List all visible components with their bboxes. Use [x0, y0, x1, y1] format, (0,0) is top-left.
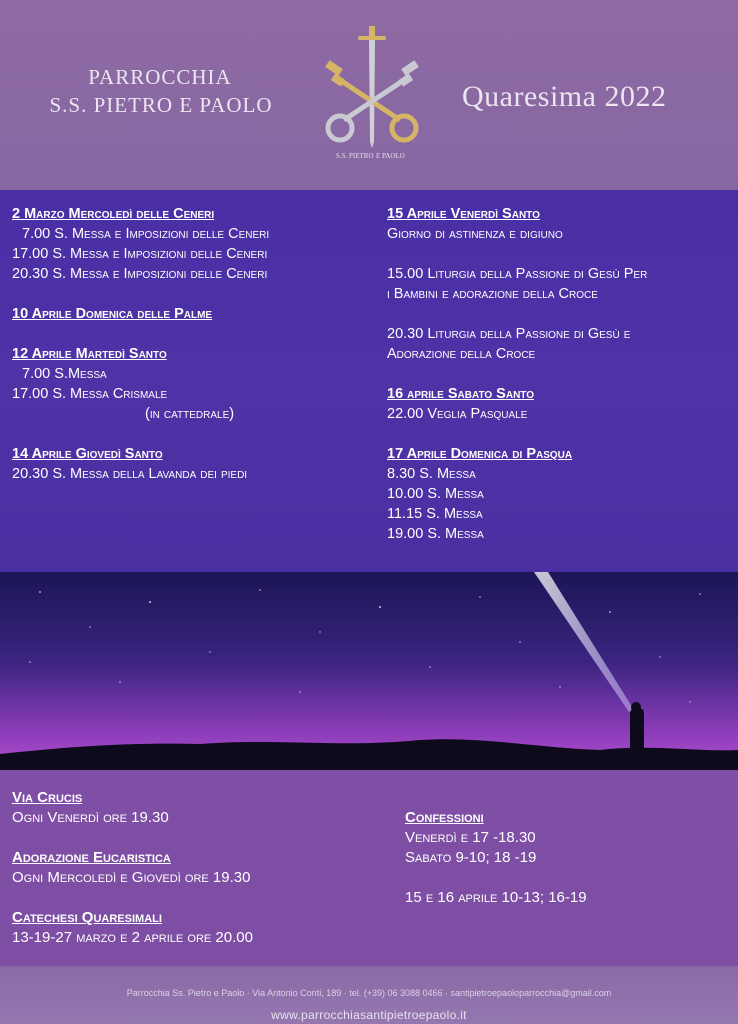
website-link[interactable]: www.parrocchiasantipietroepaolo.it: [271, 1008, 467, 1022]
section-heading: Via Crucis: [12, 789, 83, 806]
schedule-entry: 8.30 S. Messa: [387, 466, 476, 482]
section-heading: 16 aprile Sabato Santo: [387, 386, 535, 402]
spacer: [387, 364, 732, 384]
section-heading: Catechesi Quaresimali: [12, 909, 162, 926]
schedule-entry: 22.00 Veglia Pasquale: [387, 406, 528, 422]
footer: [0, 966, 738, 1024]
emblem-caption-right: E PAOLO: [376, 152, 405, 160]
schedule-entry: 15.00 Liturgia della Passione di Gesù Per: [387, 266, 648, 282]
spacer: [12, 324, 372, 344]
schedule-entry: 20.30 S. Messa della Lavanda dei piedi: [12, 466, 248, 482]
section-heading: 12 Aprile Martedì Santo: [12, 346, 167, 362]
schedule-entry: 15 e 16 aprile 10-13; 16-19: [405, 889, 587, 906]
schedule-entry: 7.00 S.Messa: [22, 366, 107, 382]
spacer: [387, 244, 732, 264]
parish-name-line1: PARROCCHIA: [88, 65, 232, 89]
confessions-section: [405, 808, 725, 908]
schedule-entry: 13-19-27 marzo e 2 aprile ore 20.00: [12, 929, 253, 946]
section-heading: Confessioni: [405, 809, 484, 826]
header-banner: [0, 0, 738, 190]
season-title: Quaresima 2022: [462, 80, 667, 113]
spacer: [405, 868, 725, 888]
night-sky-photo: [0, 572, 738, 770]
section-heading: 14 Aprile Giovedì Santo: [12, 446, 163, 462]
schedule-entry: 20.30 Liturgia della Passione di Gesù e: [387, 326, 631, 342]
weekly-events-left: [12, 788, 382, 948]
spacer: [12, 424, 372, 444]
section-heading: Adorazione Eucaristica: [12, 849, 171, 866]
section-heading: 2 Marzo Mercoledì delle Ceneri: [12, 206, 215, 222]
holy-week-schedule: [0, 190, 738, 572]
section-heading: 17 Aprile Domenica di Pasqua: [387, 446, 573, 462]
weekly-events-section: [0, 770, 738, 966]
section-heading: 10 Aprile Domenica delle Palme: [12, 306, 213, 322]
section-heading: 15 Aprile Venerdì Santo: [387, 206, 540, 222]
spacer: [12, 888, 382, 908]
schedule-entry: 17.00 S. Messa Crismale: [12, 386, 168, 402]
spacer: [12, 828, 382, 848]
schedule-entry: 19.00 S. Messa: [387, 526, 484, 542]
schedule-left-column: [12, 204, 372, 484]
schedule-entry: Venerdì e 17 -18.30: [405, 829, 536, 846]
schedule-entry: 17.00 S. Messa e Imposizioni delle Ceneri: [12, 246, 268, 262]
schedule-entry: Giorno di astinenza e digiuno: [387, 226, 563, 242]
schedule-entry: Adorazione della Croce: [387, 346, 536, 362]
spacer: [387, 304, 732, 324]
schedule-entry: i Bambini e adorazione della Croce: [387, 286, 598, 302]
emblem-caption-left: S.S. PIETRO: [336, 152, 374, 160]
parish-name-line2: S.S. PIETRO E PAOLO: [49, 93, 273, 117]
schedule-entry: 11.15 S. Messa: [387, 506, 483, 522]
spacer: [387, 424, 732, 444]
crossed-keys-and-sword-icon: [318, 22, 426, 164]
schedule-right-column: [387, 204, 732, 544]
schedule-entry: 10.00 S. Messa: [387, 486, 484, 502]
schedule-entry: 7.00 S. Messa e Imposizioni delle Ceneri: [22, 226, 270, 242]
spacer: [12, 284, 372, 304]
schedule-entry: Sabato 9-10; 18 -19: [405, 849, 537, 866]
footer-contact-info: Parrocchia Ss. Pietro e Paolo · Via Antonio Conti, 189 · tel. (+39) 06 3088 0466 · santipietroepaoloparrocchia@gmail.com: [126, 988, 612, 998]
schedule-entry: Ogni Venerdì ore 19.30: [12, 809, 169, 826]
schedule-entry: (in cattedrale): [145, 406, 235, 422]
schedule-entry: Ogni Mercoledì e Giovedì ore 19.30: [12, 869, 251, 886]
schedule-entry: 20.30 S. Messa e Imposizioni delle Ceneri: [12, 266, 268, 282]
